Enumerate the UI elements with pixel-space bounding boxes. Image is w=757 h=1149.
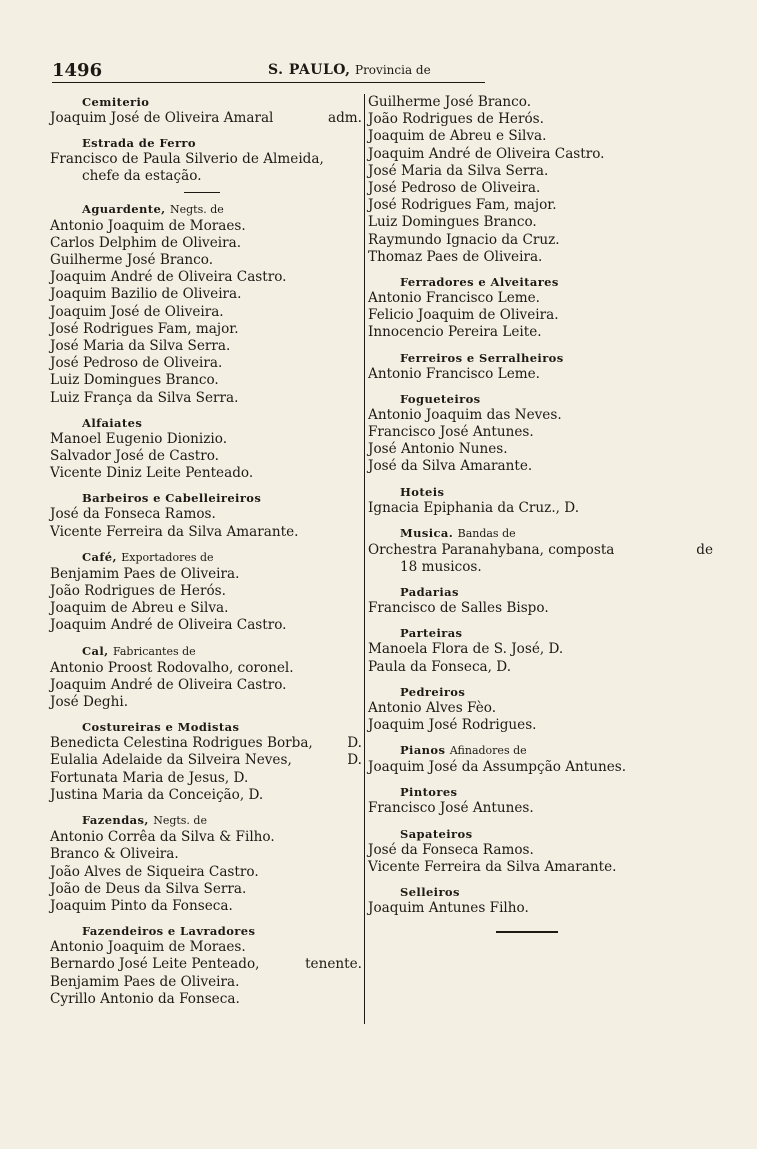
- section-heading-title: Costureiras e Modistas: [82, 720, 240, 735]
- directory-entry: Justina Maria da Conceição, D.: [50, 786, 264, 803]
- directory-entry: Raymundo Ignacio da Cruz.: [368, 231, 560, 248]
- section-heading-title: Fazendas,: [82, 813, 149, 828]
- entry-role: de: [696, 541, 713, 558]
- section-heading-title: Pintores: [400, 785, 458, 800]
- directory-entry: José Maria da Silva Serra.: [50, 338, 231, 355]
- directory-entry: Luiz Domingues Branco.: [50, 372, 219, 389]
- section-heading-title: Aguardente,: [82, 201, 166, 216]
- section-heading-title: Café,: [82, 549, 117, 564]
- section-heading: [50, 812, 362, 829]
- directory-entry: João Rodrigues de Herós.: [50, 583, 226, 600]
- section-gap: [368, 776, 713, 784]
- directory-entry: Fortunata Maria de Jesus, D.: [50, 769, 249, 786]
- section-gap: [368, 818, 713, 826]
- section-gap: [50, 915, 362, 923]
- section-heading-note: Negts. de: [153, 814, 207, 828]
- section-heading: [368, 684, 713, 700]
- directory-entry: Salvador José de Castro.: [50, 448, 220, 465]
- directory-entry: Joaquim André de Oliveira Castro.: [50, 676, 287, 693]
- page-number: 1496: [52, 60, 103, 81]
- section-heading: [368, 391, 713, 407]
- section-gap: [50, 711, 362, 719]
- left-column: [50, 94, 362, 1008]
- section-gap: [368, 383, 713, 391]
- directory-entry: Benjamim Paes de Oliveira.: [50, 565, 240, 582]
- directory-entry: José Rodrigues Fam, major.: [50, 320, 239, 337]
- section-gap: [368, 476, 713, 484]
- section-heading-title: Musica.: [400, 525, 454, 540]
- section-heading: [50, 549, 362, 566]
- directory-section: [368, 784, 713, 817]
- section-gap: [50, 127, 362, 135]
- section-heading: [50, 415, 362, 431]
- section-gap: [368, 676, 713, 684]
- section-heading: [368, 525, 713, 542]
- section-heading: [50, 719, 362, 735]
- directory-entry: José da Fonseca Ramos.: [368, 841, 534, 858]
- directory-entry: Cyrillo Antonio da Fonseca.: [50, 990, 240, 1007]
- directory-entry: [368, 542, 713, 559]
- section-heading: [50, 94, 362, 110]
- entry-role: tenente.: [305, 956, 362, 973]
- section-gap: [50, 635, 362, 643]
- directory-entry: Antonio Francisco Leme.: [368, 290, 540, 307]
- section-heading-title: Cal,: [82, 643, 109, 658]
- directory-section: [50, 719, 362, 804]
- directory-entry: José Antonio Nunes.: [368, 441, 508, 458]
- directory-entry: Francisco José Antunes.: [368, 800, 534, 817]
- directory-entry: Guilherme José Branco.: [50, 252, 214, 269]
- section-heading-title: Fogueteiros: [400, 391, 481, 406]
- end-rule: [496, 931, 558, 933]
- section-heading-title: Selleiros: [400, 885, 460, 900]
- section-heading: [50, 643, 362, 660]
- section-gap: [368, 734, 713, 742]
- directory-entry: Luiz Domingues Branco.: [368, 214, 537, 231]
- section-heading: [368, 625, 713, 641]
- directory-entry: Joaquim José da Assumpção Antunes.: [368, 759, 627, 776]
- directory-entry: Felicio Joaquim de Oliveira.: [368, 307, 559, 324]
- directory-entry: Joaquim Antunes Filho.: [368, 900, 529, 917]
- section-heading: [50, 490, 362, 506]
- section-gap: [368, 617, 713, 625]
- header-rule: [52, 82, 485, 83]
- directory-entry: Joaquim Bazilio de Oliveira.: [50, 286, 242, 303]
- running-title: [268, 62, 431, 78]
- directory-entry: Antonio Francisco Leme.: [368, 365, 540, 382]
- directory-section: [368, 884, 713, 917]
- directory-entry: Carlos Delphim de Oliveira.: [50, 234, 242, 251]
- section-gap: [368, 576, 713, 584]
- directory-section: [368, 826, 713, 876]
- section-heading-title: Parteiras: [400, 626, 463, 641]
- entry-role: D.: [347, 752, 362, 769]
- section-heading-title: Barbeiros e Cabelleireiros: [82, 491, 262, 506]
- province-label: Provincia de: [355, 63, 431, 77]
- section-heading: [368, 826, 713, 842]
- directory-entry: Francisco de Salles Bispo.: [368, 600, 549, 617]
- section-heading: [50, 135, 362, 151]
- section-heading: [368, 742, 713, 759]
- directory-entry: Joaquim de Abreu e Silva.: [368, 128, 547, 145]
- directory-section: [368, 274, 713, 342]
- directory-section: [50, 643, 362, 712]
- section-gap: [368, 517, 713, 525]
- directory-section: [368, 584, 713, 617]
- section-heading-title: Fazendeiros e Lavradores: [82, 924, 256, 939]
- directory-entry: Joaquim Pinto da Fonseca.: [50, 897, 233, 914]
- directory-section: [368, 742, 713, 776]
- directory-entry: [50, 735, 362, 752]
- directory-entry: Vicente Diniz Leite Penteado.: [50, 465, 254, 482]
- section-gap: [50, 541, 362, 549]
- directory-entry: Joaquim André de Oliveira Castro.: [50, 617, 287, 634]
- directory-section: [368, 525, 713, 576]
- section-gap: [368, 876, 713, 884]
- directory-entry: Guilherme José Branco.: [368, 94, 532, 110]
- column-divider: [364, 94, 365, 1024]
- directory-entry: Francisco José Antunes.: [368, 424, 534, 441]
- section-heading: [368, 584, 713, 600]
- section-heading-title: Padarias: [400, 585, 459, 600]
- section-heading-note: Negts. de: [170, 202, 224, 216]
- directory-section: [50, 812, 362, 915]
- directory-section: [368, 350, 713, 383]
- directory-section: [50, 135, 362, 185]
- directory-entry: Luiz França da Silva Serra.: [50, 389, 239, 406]
- directory-entry: Antonio Joaquim das Neves.: [368, 406, 562, 423]
- section-heading-title: Pianos: [400, 743, 446, 758]
- directory-section: [368, 391, 713, 476]
- section-heading: [368, 350, 713, 366]
- directory-entry: Antonio Alves Fèo.: [368, 699, 497, 716]
- directory-section: [368, 484, 713, 517]
- directory-entry: [50, 956, 362, 973]
- directory-section: [368, 625, 713, 675]
- section-gap: [50, 482, 362, 490]
- directory-entry: Innocencio Pereira Leite.: [368, 324, 542, 341]
- directory-entry: Antonio Joaquim de Moraes.: [50, 939, 246, 956]
- directory-entry: Vicente Ferreira da Silva Amarante.: [50, 523, 299, 540]
- directory-entry: João Alves de Siqueira Castro.: [50, 863, 259, 880]
- directory-entry: João de Deus da Silva Serra.: [50, 880, 247, 897]
- section-heading: [50, 201, 362, 218]
- directory-entry: Joaquim de Abreu e Silva.: [50, 600, 229, 617]
- section-heading: [50, 923, 362, 939]
- section-heading: [368, 274, 713, 290]
- directory-entry: José Pedroso de Oliveira.: [368, 180, 541, 197]
- directory-entry: José da Fonseca Ramos.: [50, 506, 216, 523]
- directory-section: [50, 94, 362, 127]
- directory-section: [50, 549, 362, 635]
- section-heading: [368, 484, 713, 500]
- section-gap: [368, 266, 713, 274]
- directory-entry: Francisco de Paula Silverio de Almeida,: [50, 151, 324, 168]
- directory-entry: Joaquim André de Oliveira Castro.: [368, 145, 605, 162]
- directory-section: [368, 94, 713, 266]
- section-gap: [50, 804, 362, 812]
- directory-entry: Antonio Joaquim de Moraes.: [50, 217, 246, 234]
- section-gap: [368, 342, 713, 350]
- directory-entry: Joaquim José de Oliveira.: [50, 303, 224, 320]
- entry-role: adm.: [327, 110, 362, 126]
- directory-entry: [50, 110, 362, 127]
- section-heading-title: Cemiterio: [82, 95, 150, 109]
- section-heading-note: Afinadores de: [449, 744, 527, 758]
- section-heading: [368, 884, 713, 900]
- directory-entry: José Pedroso de Oliveira.: [50, 355, 223, 372]
- section-rule: [184, 192, 220, 193]
- section-heading-title: Ferradores e Alveitares: [400, 275, 559, 290]
- entry-name: Bernardo José Leite Penteado,: [50, 956, 260, 973]
- directory-entry: Antonio Proost Rodovalho, coronel.: [50, 659, 294, 676]
- directory-entry: chefe da estação.: [82, 168, 202, 185]
- directory-section: [368, 684, 713, 734]
- directory-entry: Manoela Flora de S. José, D.: [368, 641, 564, 658]
- directory-entry: Branco & Oliveira.: [50, 846, 179, 863]
- section-heading-note: Exportadores de: [121, 550, 214, 564]
- directory-entry: José Deghi.: [50, 694, 129, 711]
- directory-entry: Antonio Corrêa da Silva & Filho.: [50, 829, 275, 846]
- section-gap: [50, 407, 362, 415]
- section-heading-title: Sapateiros: [400, 826, 473, 841]
- directory-entry: Manoel Eugenio Dionizio.: [50, 430, 228, 447]
- directory-entry: 18 musicos.: [400, 559, 482, 576]
- section-heading-title: Estrada de Ferro: [82, 136, 196, 151]
- section-heading-title: Pedreiros: [400, 684, 466, 699]
- directory-entry: Ignacia Epiphania da Cruz., D.: [368, 499, 580, 516]
- page-header: [52, 60, 482, 82]
- city-name: S. PAULO,: [268, 62, 351, 78]
- entry-name: Orchestra Paranahybana, composta: [368, 541, 615, 558]
- directory-section: [50, 490, 362, 540]
- directory-entry: Thomaz Paes de Oliveira.: [368, 248, 543, 265]
- directory-entry: Joaquim André de Oliveira Castro.: [50, 269, 287, 286]
- right-column: [368, 94, 713, 933]
- directory-entry: José da Silva Amarante.: [368, 458, 533, 475]
- section-heading: [368, 784, 713, 800]
- section-heading-note: Bandas de: [457, 526, 516, 540]
- directory-entry: Vicente Ferreira da Silva Amarante.: [368, 858, 617, 875]
- directory-section: [50, 201, 362, 407]
- section-heading-note: Fabricantes de: [112, 644, 196, 658]
- directory-entry: Joaquim José Rodrigues.: [368, 717, 537, 734]
- entry-role: D.: [347, 735, 362, 752]
- directory-entry: Benjamim Paes de Oliveira.: [50, 973, 240, 990]
- section-heading-title: Hoteis: [400, 484, 445, 499]
- entry-name: Benedicta Celestina Rodrigues Borba,: [50, 735, 313, 752]
- section-heading-title: Ferreiros e Serralheiros: [400, 350, 564, 365]
- directory-entry: [50, 752, 362, 769]
- directory-entry: José Rodrigues Fam, major.: [368, 197, 557, 214]
- entry-name: Joaquim José de Oliveira Amaral: [50, 110, 274, 126]
- directory-entry: José Maria da Silva Serra.: [368, 162, 549, 179]
- directory-section: [50, 923, 362, 1008]
- section-heading-title: Alfaiates: [82, 415, 143, 430]
- directory-entry: Paula da Fonseca, D.: [368, 658, 512, 675]
- directory-entry: João Rodrigues de Herós.: [368, 111, 544, 128]
- entry-name: Eulalia Adelaide da Silveira Neves,: [50, 752, 292, 769]
- directory-section: [50, 415, 362, 483]
